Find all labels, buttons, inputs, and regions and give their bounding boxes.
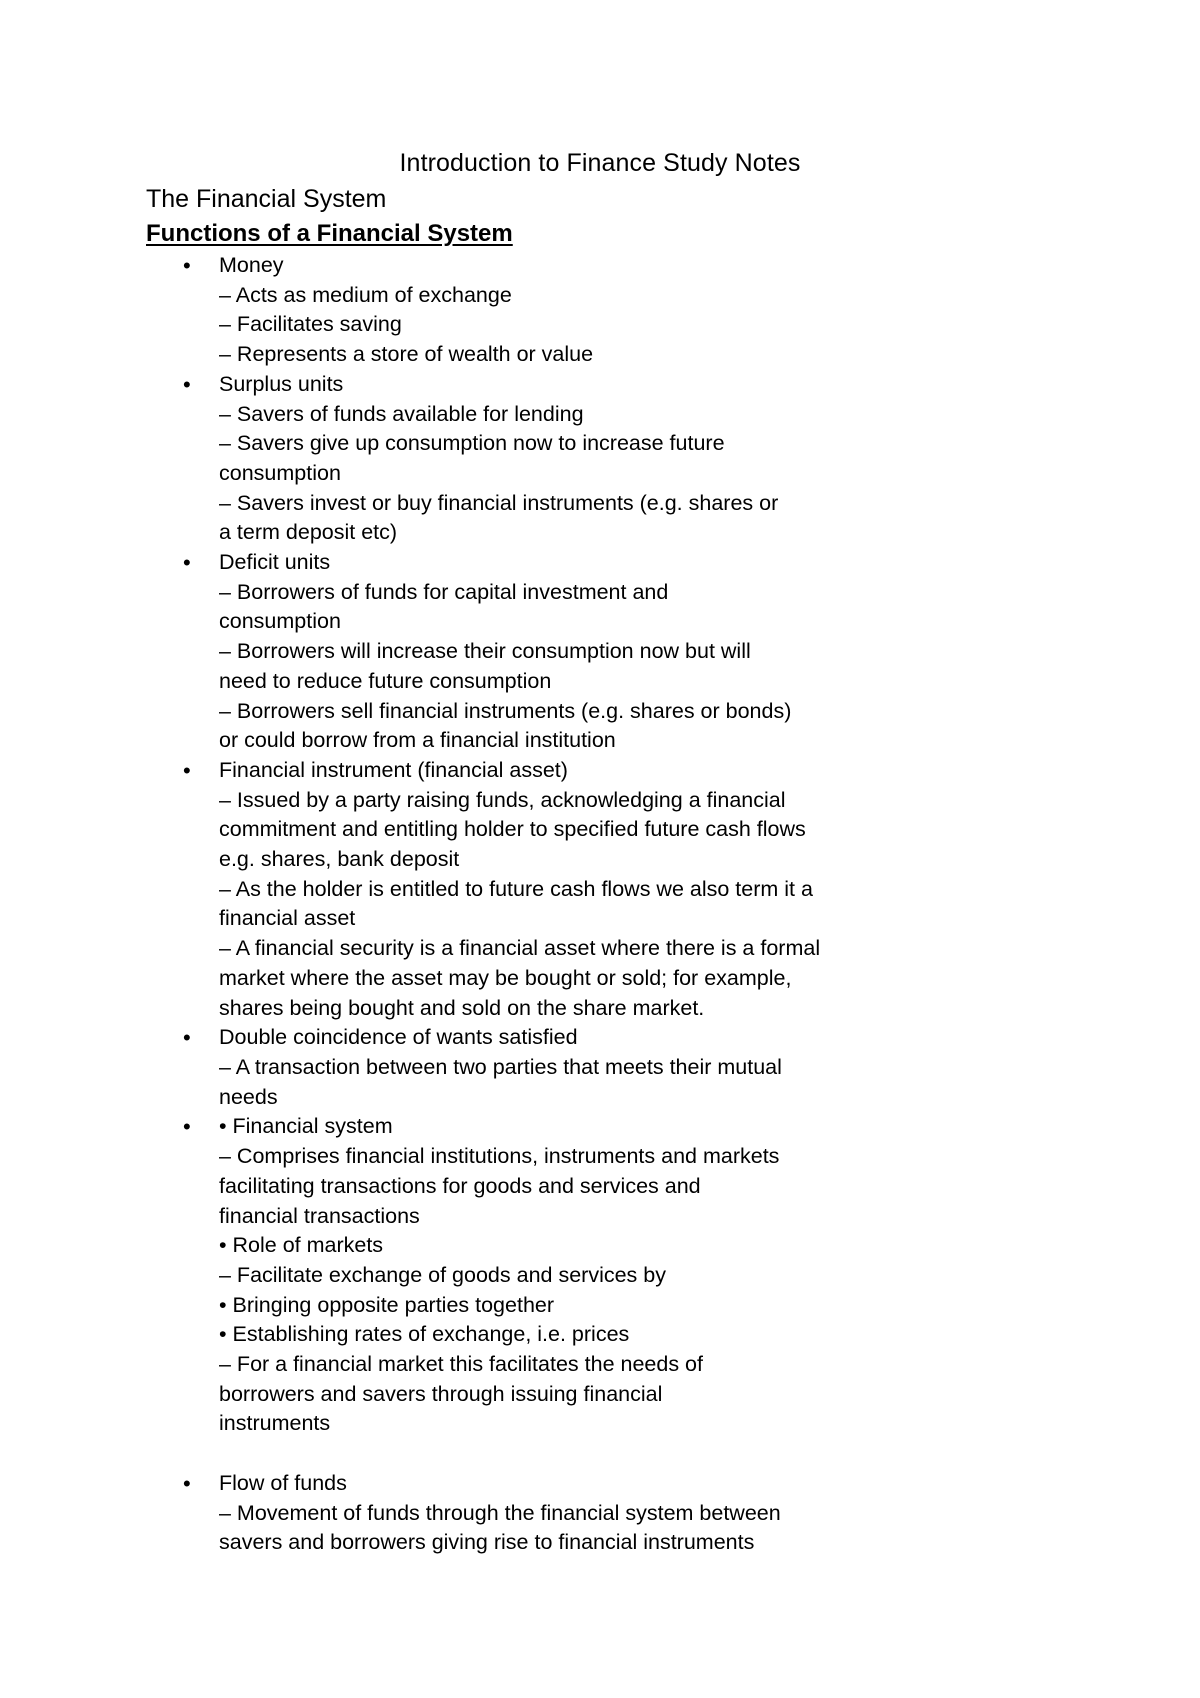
list-item-label: Flow of funds <box>219 1470 347 1495</box>
list-item-line: need to reduce future consumption <box>219 668 552 693</box>
list-item-line: – A financial security is a financial asset where there is a formal <box>219 936 821 961</box>
list-item-line: shares being bought and sold on the share market. <box>219 995 705 1020</box>
list-item-line: financial transactions <box>219 1203 420 1228</box>
document-title: Introduction to Finance Study Notes <box>399 149 801 177</box>
list-item <box>0 1023 1200 1112</box>
list-item-line: • Role of markets <box>219 1233 384 1258</box>
list-item <box>0 370 1200 548</box>
list-item-line: market where the asset may be bought or sold; for example, <box>219 965 792 990</box>
list-item-line: – Savers invest or buy financial instruments (e.g. shares or <box>219 490 779 515</box>
list-item <box>0 548 1200 756</box>
list-item-line: a term deposit etc) <box>219 520 398 545</box>
list-item-line: savers and borrowers giving rise to financial instruments <box>219 1530 755 1555</box>
bullet-icon: • <box>183 1025 191 1051</box>
subheading: Functions of a Financial System <box>146 220 513 247</box>
list-item-line: – For a financial market this facilitates the needs of <box>219 1352 703 1377</box>
list-item-line: consumption <box>219 460 341 485</box>
list-item-line: – Borrowers of funds for capital investment and <box>219 579 669 604</box>
list-item-line: – Borrowers will increase their consumption now but will <box>219 639 751 664</box>
list-item-line: facilitating transactions for goods and services and <box>219 1173 701 1198</box>
list-item-line: – Facilitate exchange of goods and services by <box>219 1262 666 1287</box>
list-item-line: – Savers of funds available for lending <box>219 401 584 426</box>
list-item-line <box>219 1439 1200 1469</box>
list-item-line: • Bringing opposite parties together <box>219 1292 555 1317</box>
bullet-icon: • <box>183 1114 191 1140</box>
list-item <box>0 1469 1200 1558</box>
list-item-line: consumption <box>219 609 341 634</box>
list-item-label: Surplus units <box>219 371 344 396</box>
bullet-icon: • <box>183 371 191 397</box>
list-item-line: commitment and entitling holder to specified future cash flows <box>219 817 806 842</box>
functions-bullet-list <box>0 251 1200 1558</box>
list-item-label: Double coincidence of wants satisfied <box>219 1025 578 1050</box>
list-item-line: e.g. shares, bank deposit <box>219 847 460 872</box>
list-item-line: • Establishing rates of exchange, i.e. prices <box>219 1322 630 1347</box>
bullet-icon: • <box>183 757 191 783</box>
list-item-label: Money <box>219 253 284 277</box>
list-item-line: – Represents a store of wealth or value <box>219 342 594 367</box>
list-item-line: instruments <box>219 1411 331 1436</box>
list-item-label: Financial instrument (financial asset) <box>219 757 568 782</box>
list-item-line: – As the holder is entitled to future cash flows we also term it a <box>219 876 813 901</box>
list-item-line: or could borrow from a financial institution <box>219 728 616 753</box>
list-item-label: Deficit units <box>219 550 331 575</box>
list-item-label: • Financial system <box>219 1114 393 1139</box>
bullet-icon: • <box>183 1470 191 1496</box>
list-item-line: financial asset <box>219 906 356 931</box>
list-item-line: – Issued by a party raising funds, acknowledging a financial <box>219 787 786 812</box>
list-item-line: – Borrowers sell financial instruments (e.g. shares or bonds) <box>219 698 792 723</box>
list-item-line: needs <box>219 1084 278 1109</box>
list-item-line: – Facilitates saving <box>219 312 402 337</box>
list-item <box>0 1112 1200 1468</box>
list-item-line: – Comprises financial institutions, instruments and markets <box>219 1144 780 1169</box>
bullet-icon: • <box>183 550 191 576</box>
list-item-line: – Acts as medium of exchange <box>219 282 512 307</box>
list-item-line: – Movement of funds through the financial system between <box>219 1500 781 1525</box>
list-item-line: – Savers give up consumption now to increase future <box>219 431 725 456</box>
list-item-line: – A transaction between two parties that meets their mutual <box>219 1054 782 1079</box>
section-title: The Financial System <box>146 185 387 213</box>
list-item-line: borrowers and savers through issuing financial <box>219 1381 663 1406</box>
list-item <box>0 756 1200 1023</box>
list-item <box>0 251 1200 370</box>
bullet-icon: • <box>183 253 191 278</box>
